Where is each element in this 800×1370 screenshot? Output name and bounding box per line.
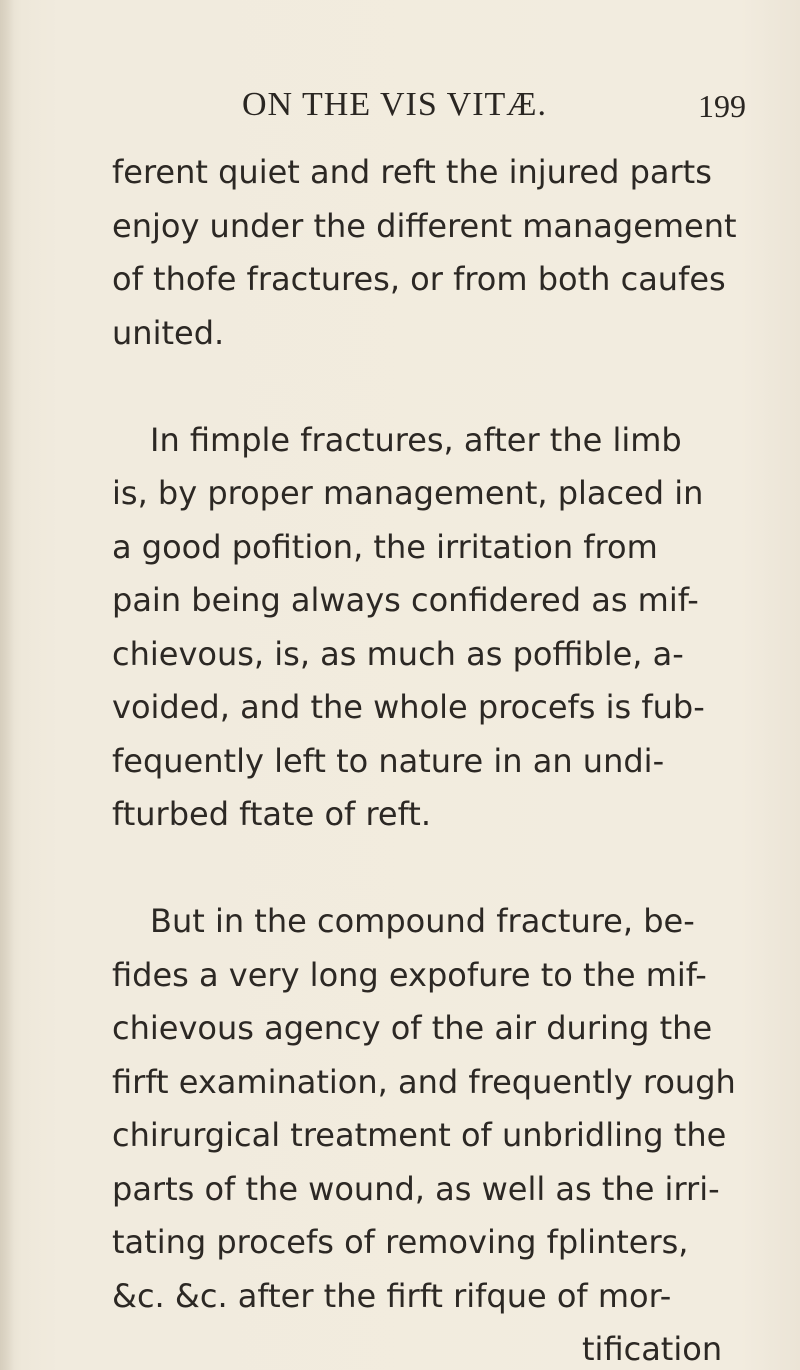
text-line: chirurgical treatment of unbridling the xyxy=(112,1116,727,1154)
text-line: of thofe fractures, or from both caufes xyxy=(112,260,726,298)
text-line: &c. &c. after the firft rifque of mor- xyxy=(112,1277,672,1315)
text-line: pain being always confidered as mif- xyxy=(112,581,699,619)
page-number: 199 xyxy=(698,88,746,124)
text-line: enjoy under the different management xyxy=(112,207,737,245)
text-line: voided, and the whole procefs is fub- xyxy=(112,688,705,726)
text-line: chievous agency of the air during the xyxy=(112,1009,713,1047)
page-edge-shadow xyxy=(0,0,14,1370)
text-line: ferent quiet and reft the injured parts xyxy=(112,153,712,191)
text-line: united. xyxy=(112,314,225,352)
text-line: fequently left to nature in an undi- xyxy=(112,742,665,780)
text-line: is, by proper management, placed in xyxy=(112,474,704,512)
running-title: ON THE VIS VITÆ. xyxy=(242,86,548,123)
text-line: parts of the wound, as well as the irri- xyxy=(112,1170,720,1208)
text-line: fturbed ftate of reft. xyxy=(112,795,432,833)
text-line: fides a very long expofure to the mif- xyxy=(112,956,707,994)
text-line: But in the compound fracture, be- xyxy=(150,902,695,940)
text-line: In fimple fractures, after the limb xyxy=(150,421,682,459)
text-line: tating procefs of removing fplinters, xyxy=(112,1223,689,1261)
text-line: firft examination, and frequently rough xyxy=(112,1063,736,1101)
running-head xyxy=(0,80,800,130)
text-line: a good pofition, the irritation from xyxy=(112,528,658,566)
text-line: chievous, is, as much as poffible, a- xyxy=(112,635,684,673)
catchword-line: tification xyxy=(582,1330,723,1368)
